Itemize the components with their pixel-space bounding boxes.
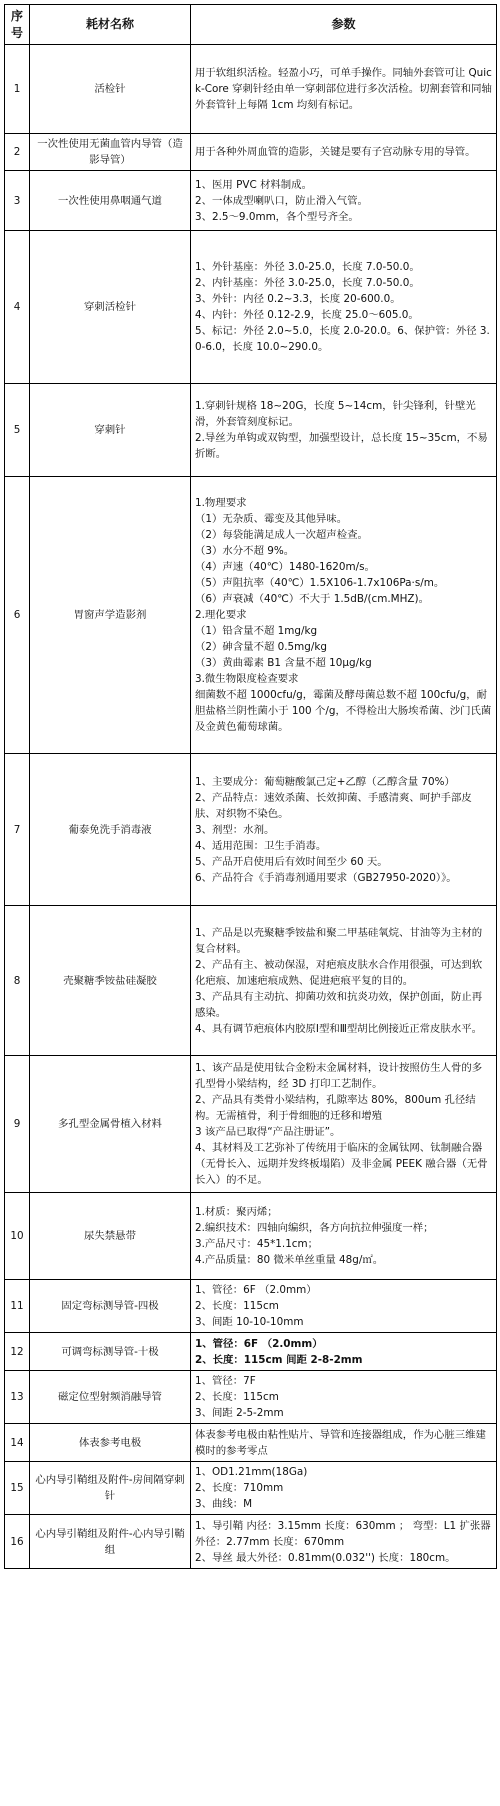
table-row: [5, 754, 497, 906]
item-name: 心内导引鞘组及附件-房间隔穿刺针: [30, 1462, 191, 1515]
param-line: 2、产品具有类骨小梁结构，孔隙率达 80%，800um 孔径结构。无需植骨，利于骨细胞的迁移和增殖: [195, 1094, 476, 1122]
param-line: （4）声速（40℃）1480-1620m/s。: [195, 561, 375, 573]
param-line: 1.穿刺针规格 18~20G，长度 5~14cm，针尖锋利，针壁光滑，外套管刻度标记。: [195, 400, 476, 428]
item-name: 一次性使用无菌血管内导管（造影导管）: [30, 134, 191, 171]
param-line: 3 该产品已取得“产品注册证”。: [195, 1126, 341, 1138]
item-params: [191, 1056, 497, 1193]
param-line: 2.编织技术：四轴向编织，各方向抗拉伸强度一样；: [195, 1222, 434, 1234]
item-params: [191, 384, 497, 477]
param-line: 1、导引鞘 内径：3.15mm 长度：630mm ； 弯型：L1 扩张器 外径：2.77mm 长度：670mm: [195, 1519, 491, 1548]
param-line: 2、内针基座：外径 3.0-25.0，长度 7.0-50.0。: [195, 277, 420, 289]
row-number: 2: [5, 134, 30, 171]
item-name: 壳聚糖季铵盐硅凝胶: [30, 906, 191, 1056]
row-number: 6: [5, 477, 30, 754]
param-line: 3、间距 10-10-10mm: [195, 1316, 304, 1328]
item-params: [191, 1371, 497, 1424]
param-line: 2、产品特点：速效杀菌、长效抑菌、手感清爽、呵护手部皮肤、对织物不染色。: [195, 791, 472, 820]
param-line: 3.微生物限度检查要求: [195, 673, 299, 685]
row-number: 14: [5, 1424, 30, 1462]
param-line: 1、产品是以壳聚糖季铵盐和聚二甲基硅氧烷、甘油等为主材的复合材料。: [195, 926, 483, 955]
item-params: [191, 1333, 497, 1371]
item-name: 磁定位型射频消融导管: [30, 1371, 191, 1424]
row-number: 9: [5, 1056, 30, 1193]
table-row: [5, 1424, 497, 1462]
table-row: [5, 1333, 497, 1371]
item-name: 多孔型金属骨植入材料: [30, 1056, 191, 1193]
param-line: 2、长度：710mm: [195, 1482, 284, 1494]
table-body: [5, 45, 497, 1569]
item-params: [191, 231, 497, 384]
item-name: 胃窗声学造影剂: [30, 477, 191, 754]
item-name: 穿刺针: [30, 384, 191, 477]
param-line: 3.产品尺寸：45*1.1cm；: [195, 1238, 319, 1250]
param-line: 1、管径：6F （2.0mm）: [195, 1284, 317, 1296]
item-params: [191, 171, 497, 231]
row-number: 10: [5, 1193, 30, 1280]
param-line: 细菌数不超 1000cfu/g，霉菌及酵母菌总数不超 100cfu/g，耐胆盐格兰阴性菌小于 100 个/g，不得检出大肠埃希菌、沙门氏菌及金黄色葡萄球菌。: [195, 689, 492, 733]
item-name: 尿失禁悬带: [30, 1193, 191, 1280]
param-line: 3、产品具有主动抗、抑菌功效和抗炎功效，保护创面，防止再感染。: [195, 990, 483, 1019]
param-line: 用于各种外周血管的造影，关键是要有子宫动脉专用的导管。: [195, 146, 476, 158]
param-line: （2）每袋能满足成人一次超声检查。: [195, 529, 368, 541]
table-row: [5, 1280, 497, 1333]
header-name: 耗材名称: [30, 5, 191, 45]
row-number: 13: [5, 1371, 30, 1424]
item-name: 穿刺活检针: [30, 231, 191, 384]
param-line: 1.材质：聚丙烯；: [195, 1206, 278, 1218]
param-line: 4、其材料及工艺弥补了传统用于临床的金属钛网、钛制融合器（无骨长入、远期并发终板塌陷）及非金属 PEEK 融合器（无骨长入）的不足。: [195, 1142, 488, 1186]
item-params: [191, 45, 497, 134]
item-name: 活检针: [30, 45, 191, 134]
param-line: 用于软组织活检。轻盈小巧，可单手操作。同轴外套管可让 Quick-Core 穿刺针经由单一穿刺部位进行多次活检。切割套管和同轴外套管针上每隔 1cm 均刻有标记。: [195, 67, 492, 111]
row-number: 5: [5, 384, 30, 477]
param-line: 4.产品质量：80 微米单丝重量 48g/㎡。: [195, 1254, 384, 1266]
param-line: （2）砷含量不超 0.5mg/kg: [195, 641, 328, 653]
param-line: 4、内针：外径 0.12-2.9，长度 25.0～605.0。: [195, 309, 419, 321]
row-number: 15: [5, 1462, 30, 1515]
param-line: 1、外针基座：外径 3.0-25.0，长度 7.0-50.0。: [195, 261, 420, 273]
item-params: [191, 477, 497, 754]
param-line: （1）铅含量不超 1mg/kg: [195, 625, 318, 637]
table-row: [5, 1515, 497, 1569]
param-line: 1、管径：7F: [195, 1375, 256, 1387]
param-line: 2、一体成型喇叭口，防止滑入气管。: [195, 194, 368, 207]
item-params: [191, 1462, 497, 1515]
item-params: [191, 754, 497, 906]
param-line: 3、间距 2-5-2mm: [195, 1407, 284, 1419]
param-line: 1、该产品是使用钛合金粉末金属材料，设计按照仿生人骨的多孔型骨小梁结构，经 3D 打印工艺制作。: [195, 1062, 483, 1090]
param-line: （6）声衰减（40℃）不大于 1.5dB/(cm.MHZ)。: [195, 593, 429, 605]
param-line: 2、长度：115cm: [195, 1300, 279, 1312]
row-number: 1: [5, 45, 30, 134]
param-line: 2、长度：115cm: [195, 1391, 279, 1403]
param-line: 2、长度：115cm 间距 2-8-2mm: [195, 1353, 363, 1366]
param-line: 4、适用范围：卫生手消毒。: [195, 839, 327, 852]
param-line: 3、曲线：M: [195, 1498, 253, 1510]
param-line: 体表参考电极由粘性贴片、导管和连接器组成，作为心脏三维建模时的参考零点: [195, 1428, 486, 1457]
item-params: [191, 134, 497, 171]
param-line: 6、产品符合《手消毒剂通用要求（GB27950-2020）》。: [195, 871, 457, 884]
param-line: 1、主要成分：葡萄糖酸氯己定+乙醇（乙醇含量 70%）: [195, 775, 455, 788]
param-line: （5）声阻抗率（40℃）1.5X106-1.7x106Pa·s/m。: [195, 577, 445, 589]
table-header-row: [5, 5, 497, 45]
item-params: [191, 906, 497, 1056]
item-name: 心内导引鞘组及附件-心内导引鞘组: [30, 1515, 191, 1569]
param-line: 5、产品开启使用后有效时间至少 60 天。: [195, 855, 388, 868]
table-row: [5, 1462, 497, 1515]
table-row: [5, 134, 497, 171]
param-line: 3、剂型：水剂。: [195, 823, 275, 836]
header-params: 参数: [191, 5, 497, 45]
spec-table: [4, 4, 497, 1569]
param-line: 2.理化要求: [195, 609, 247, 621]
item-name: 体表参考电极: [30, 1424, 191, 1462]
param-line: 1、OD1.21mm(18Ga): [195, 1466, 308, 1478]
param-line: 2、导丝 最大外径：0.81mm(0.032'') 长度：180cm。: [195, 1551, 456, 1564]
item-name: 可调弯标测导管-十极: [30, 1333, 191, 1371]
param-line: 2.导丝为单钩或双钩型，加强型设计，总长度 15~35cm，不易折断。: [195, 432, 488, 460]
param-line: 3、2.5～9.0mm，各个型号齐全。: [195, 210, 359, 223]
table-row: [5, 1056, 497, 1193]
table-row: [5, 1193, 497, 1280]
row-number: 3: [5, 171, 30, 231]
row-number: 11: [5, 1280, 30, 1333]
param-line: （3）黄曲霉素 B1 含量不超 10μg/kg: [195, 657, 372, 669]
item-name: 一次性使用鼻咽通气道: [30, 171, 191, 231]
table-row: [5, 384, 497, 477]
row-number: 12: [5, 1333, 30, 1371]
row-number: 8: [5, 906, 30, 1056]
row-number: 7: [5, 754, 30, 906]
table-row: [5, 171, 497, 231]
param-line: 5、标记：外径 2.0~5.0，长度 2.0-20.0。6、保护管：外径 3.0-6.0，长度 10.0~290.0。: [195, 325, 490, 353]
header-no: 序号: [5, 5, 30, 45]
param-line: 2、产品有主、被动保湿，对疤痕皮肤水合作用很强，可达到软化疤痕、加速疤痕成熟、促进疤痕平复的目的。: [195, 958, 483, 987]
item-name: 葡泰免洗手消毒液: [30, 754, 191, 906]
param-line: （3）水分不超 9%。: [195, 545, 295, 557]
item-name: 固定弯标测导管-四极: [30, 1280, 191, 1333]
item-params: [191, 1193, 497, 1280]
param-line: 3、外针：内径 0.2~3.3，长度 20-600.0。: [195, 293, 401, 305]
table-row: [5, 477, 497, 754]
param-line: 4、具有调节疤痕体内胶原Ⅰ型和Ⅲ型胡比例接近正常皮肤水平。: [195, 1022, 482, 1035]
table-row: [5, 231, 497, 384]
table-row: [5, 45, 497, 134]
param-line: （1）无杂质、霉变及其他异味。: [195, 513, 348, 525]
param-line: 1、医用 PVC 材料制成。: [195, 178, 312, 191]
param-line: 1.物理要求: [195, 497, 247, 509]
table-row: [5, 1371, 497, 1424]
param-line: 1、管径：6F （2.0mm）: [195, 1337, 323, 1350]
row-number: 4: [5, 231, 30, 384]
table-row: [5, 906, 497, 1056]
item-params: [191, 1424, 497, 1462]
row-number: 16: [5, 1515, 30, 1569]
item-params: [191, 1515, 497, 1569]
item-params: [191, 1280, 497, 1333]
